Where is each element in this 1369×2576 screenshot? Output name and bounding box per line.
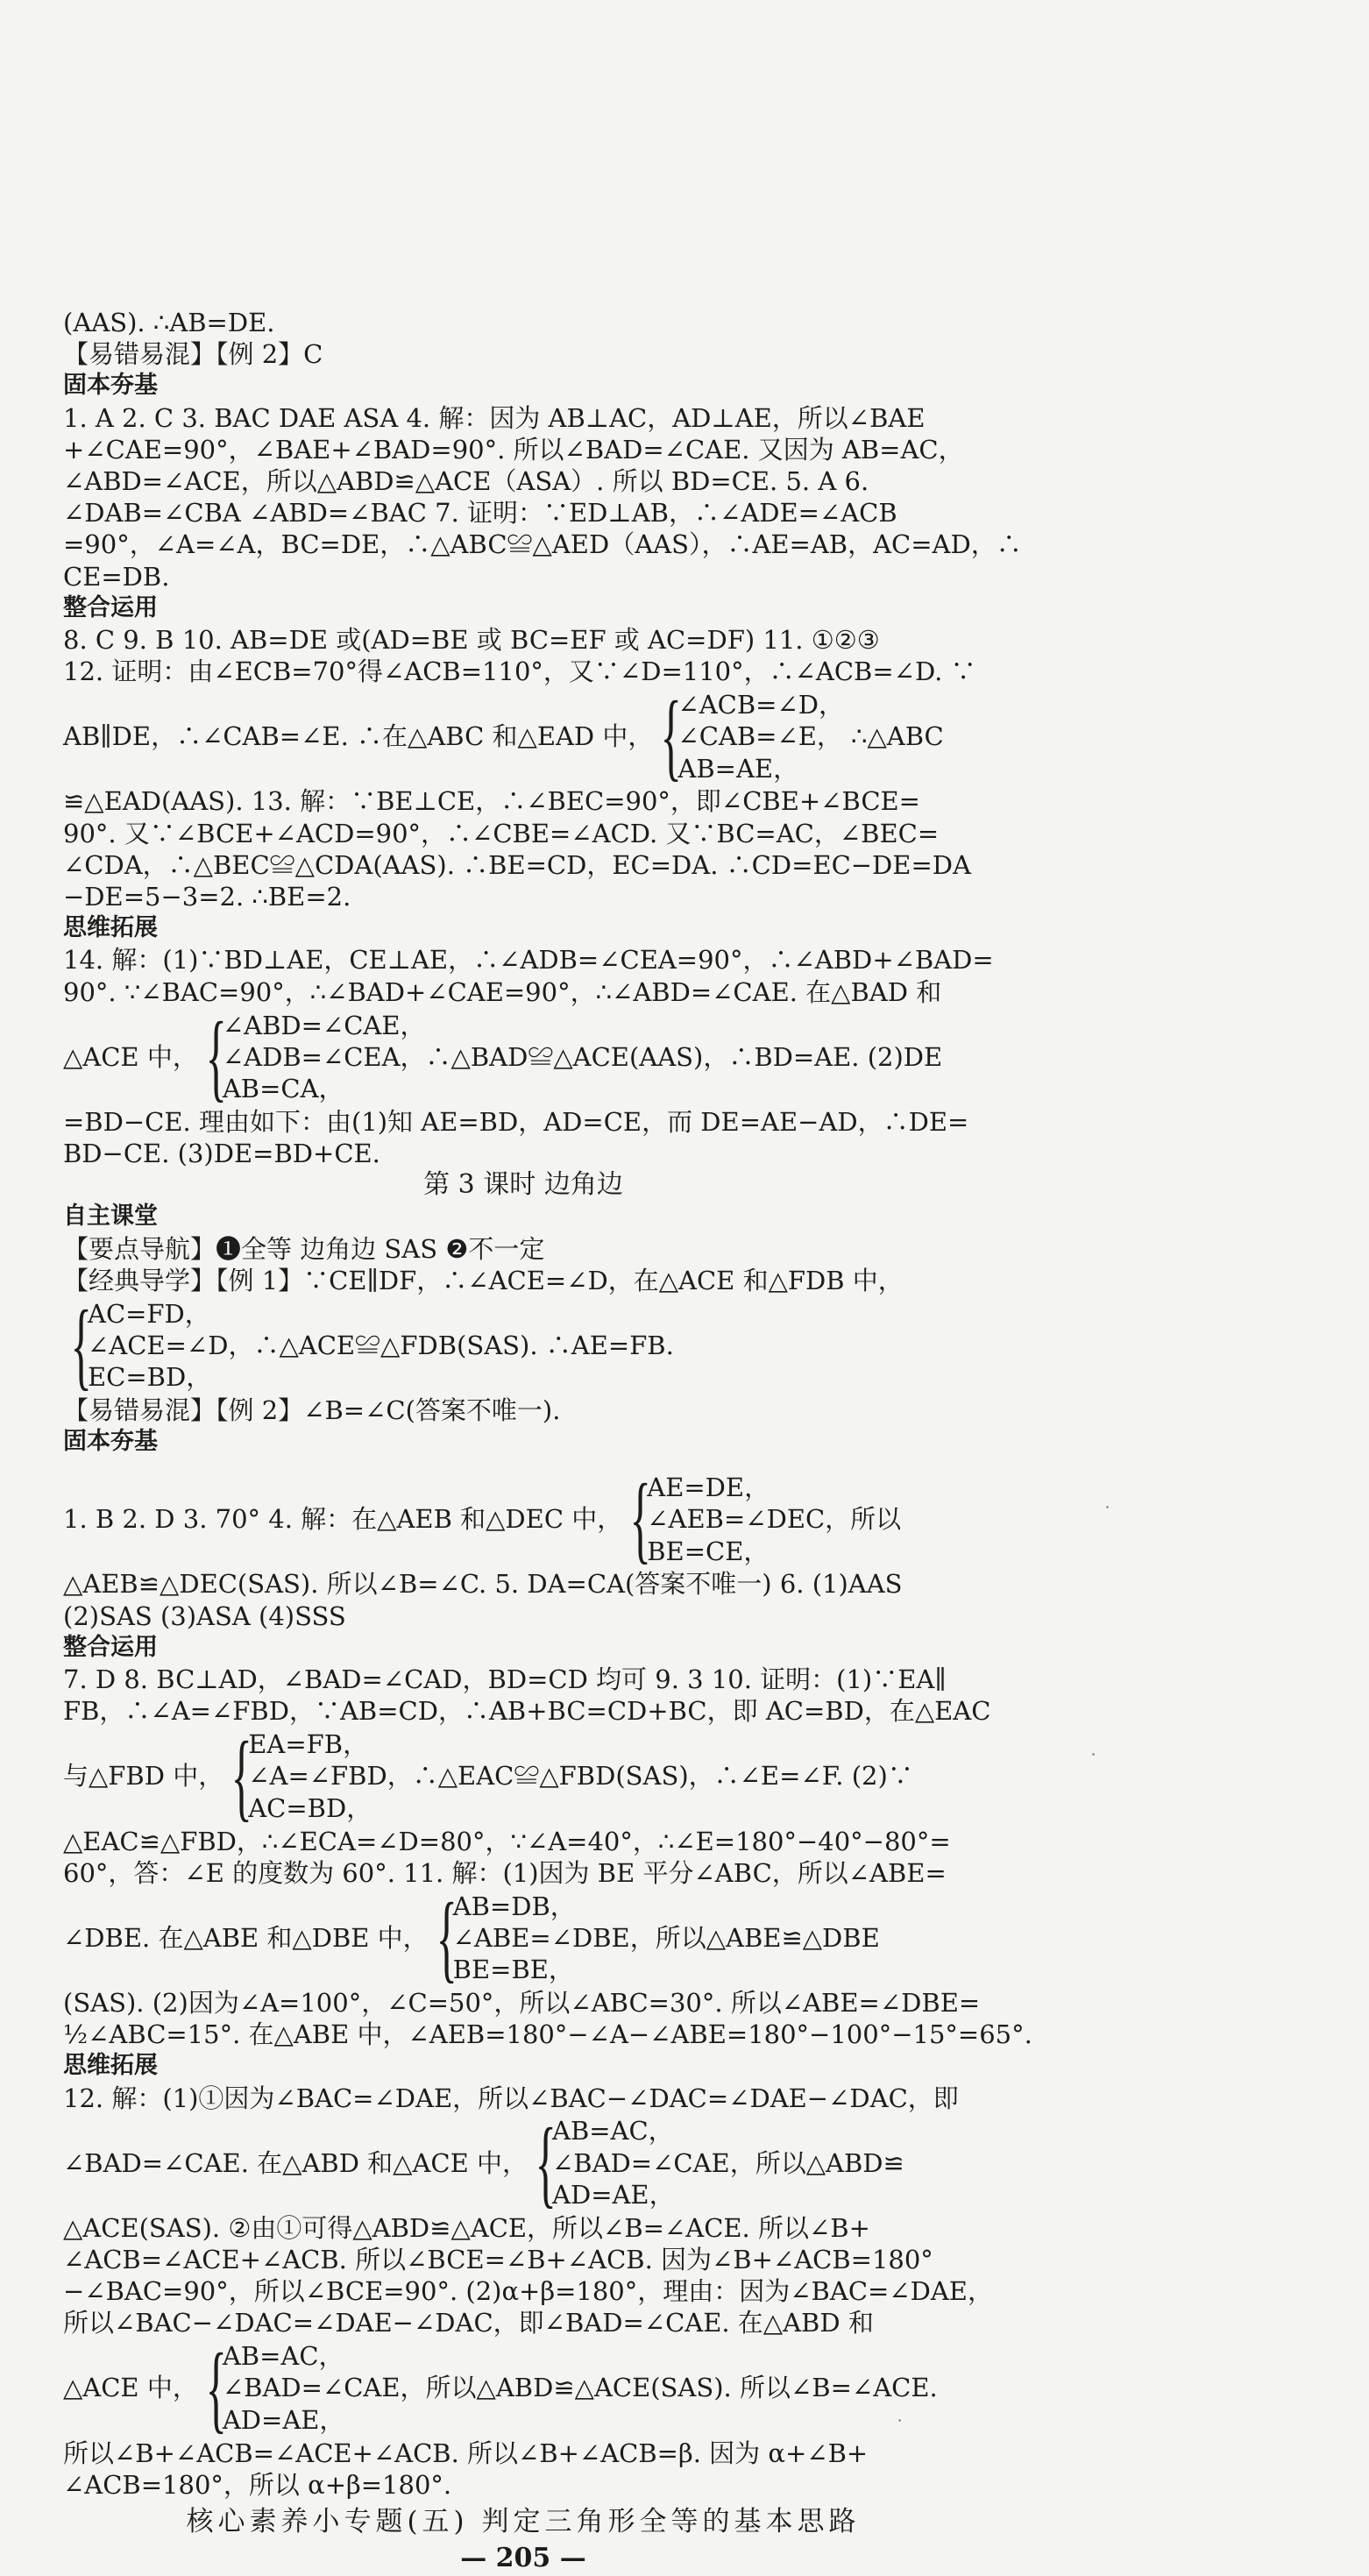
condition-line: AB=AC，	[222, 2341, 344, 2372]
text-line: ∠BAD=∠CAE. 在△ABD 和△ACE 中，	[63, 2147, 528, 2178]
condition-line: AE=DE，	[647, 1473, 770, 1503]
system-of-conditions	[63, 2333, 983, 2443]
condition-line: AD=AE，	[222, 2404, 345, 2435]
system-of-conditions	[63, 1002, 983, 1111]
system-of-conditions	[63, 1721, 983, 1831]
left-brace-icon: {	[231, 1721, 253, 1831]
left-brace-icon: {	[205, 2333, 227, 2443]
condition-line: ∠ACE=∠D，∴△ACE≌△FDB(SAS). ∴AE=FB.	[88, 1330, 674, 1360]
text-line: 90°. 又∵∠BCE+∠ACD=90°，∴∠CBE=∠ACD. 又∵BC=AC，∠BEC=	[63, 818, 940, 848]
text-line: ∠CDA，∴△BEC≌△CDA(AAS). ∴BE=CD，EC=DA. ∴CD=EC−DE=DA	[63, 849, 971, 880]
text-line: ≌△EAD(AAS). 13. 解：∵BE⊥CE，∴∠BEC=90°，即∠CBE+∠BCE=	[63, 786, 920, 817]
condition-line: ∠A=∠FBD，∴△EAC≌△FBD(SAS)，∴∠E=∠F. (2)∵	[248, 1761, 913, 1792]
text-line: 8. C 9. B 10. AB=DE 或(AD=BE 或 BC=EF 或 AC=DF) 11. ①②③	[63, 625, 880, 656]
section-heading: 思维拓展	[63, 914, 158, 942]
text-line: (AAS). ∴AB=DE.	[63, 308, 275, 337]
left-brace-icon: {	[535, 2108, 557, 2218]
text-line: +∠CAE=90°，∠BAE+∠BAD=90°. 所以∠BAD=∠CAE. 又因为 AB=AC，	[63, 434, 964, 465]
page-number: — 205 —	[460, 2543, 586, 2574]
text-line: 【易错易混】【例 2】∠B=∠C(答案不唯一).	[63, 1395, 561, 1426]
condition-line: BE=BE，	[452, 1955, 574, 1984]
left-brace-icon: {	[205, 1002, 227, 1111]
system-of-conditions	[63, 1883, 983, 1992]
text-line: 【经典导学】【例 1】∵CE∥DF，∴∠ACE=∠D，在△ACE 和△FDB 中，	[63, 1265, 904, 1295]
system-of-conditions	[63, 682, 983, 791]
text-line: ∠ACB=∠ACE+∠ACB. 所以∠BCE=∠B+∠ACB. 因为∠B+∠ACB=180°	[63, 2244, 933, 2274]
system-of-conditions	[63, 1465, 983, 1574]
text-line: 14. 解：(1)∵BD⊥AE，CE⊥AE，∴∠ADB=∠CEA=90°，∴∠ABD+∠BAD=	[63, 945, 994, 976]
text-line: =BD−CE. 理由如下：由(1)知 AE=BD，AD=CE，而 DE=AE−AD，∴DE=	[63, 1106, 969, 1137]
scan-speck	[1106, 1506, 1109, 1508]
scan-speck	[898, 2419, 901, 2422]
text-line: △AEB≌△DEC(SAS). 所以∠B=∠C. 5. DA=CA(答案不唯一) 6. (1)AAS	[63, 1569, 903, 1600]
condition-line: ∠CAB=∠E，	[677, 721, 842, 752]
text-line: (2)SAS (3)ASA (4)SSS	[63, 1600, 346, 1631]
text-line: −DE=5−3=2. ∴BE=2.	[63, 882, 351, 912]
text-line: BD−CE. (3)DE=BD+CE.	[63, 1139, 380, 1169]
text-line: (SAS). (2)因为∠A=100°，∠C=50°，所以∠ABC=30°. 所以∠ABE=∠DBE=	[63, 1987, 981, 2018]
text-line: ∠DAB=∠CBA ∠ABD=∠BAC 7. 证明：∵ED⊥AB，∴∠ADE=∠ACB	[63, 498, 897, 529]
text-line: △ACE(SAS). ②由①可得△ABD≌△ACE，所以∠B=∠ACE. 所以∠B+	[63, 2212, 870, 2243]
text-line: 1. A 2. C 3. BAC DAE ASA 4. 解：因为 AB⊥AC，AD⊥AE，所以∠BAE	[63, 402, 926, 433]
condition-line: AB=AE，	[677, 753, 799, 784]
section-heading: 整合运用	[63, 593, 158, 621]
text-line: =90°，∠A=∠A，BC=DE，∴△ABC≌△AED（AAS），∴AE=AB，AC=AD，∴	[63, 529, 1022, 560]
condition-line: BE=CE，	[647, 1536, 770, 1566]
condition-line: AD=AE，	[552, 2179, 675, 2210]
condition-line: EC=BD，	[88, 1362, 212, 1393]
condition-line: AB=DB，	[452, 1891, 576, 1921]
condition-line: AB=AC，	[552, 2116, 674, 2147]
left-brace-icon: {	[70, 1291, 92, 1401]
condition-line: ∠AEB=∠DEC，所以	[647, 1504, 902, 1535]
text-line: ∠ACB=180°，所以 α+β=180°.	[63, 2469, 452, 2500]
text-line: △ACE 中，	[63, 2373, 198, 2403]
text-line: 90°. ∵∠BAC=90°，∴∠BAD+∠CAE=90°，∴∠ABD=∠CAE. 在△BAD 和	[63, 976, 942, 1007]
topic-heading: 核心素养小专题(五) 判定三角形全等的基本思路	[186, 2505, 861, 2537]
section-heading: 固本夯基	[63, 1428, 158, 1456]
condition-line: AC=BD，	[248, 1792, 372, 1823]
section-heading: 自主课堂	[63, 1203, 158, 1231]
text-line: 60°，答：∠E 的度数为 60°. 11. 解：(1)因为 BE 平分∠ABC，所以∠ABE=	[63, 1857, 947, 1888]
text-line: ½∠ABC=15°. 在△ABE 中，∠AEB=180°−∠A−∠ABE=180°−100°−15°=65°.	[63, 2019, 1032, 2050]
text-line: 12. 解：(1)①因为∠BAC=∠DAE，所以∠BAC−∠DAC=∠DAE−∠DAC，即	[63, 2083, 959, 2113]
left-brace-icon: {	[436, 1883, 458, 1992]
condition-line: AC=FD，	[88, 1298, 210, 1329]
text-line: CE=DB.	[63, 561, 170, 592]
section-heading: 固本夯基	[63, 372, 158, 400]
text-line: ∠ABD=∠ACE，所以△ABD≌△ACE（ASA）. 所以 BD=CE. 5. A 6.	[63, 466, 869, 497]
text-line: ∴△ABC	[851, 721, 944, 752]
text-line: 1. B 2. D 3. 70° 4. 解：在△AEB 和△DEC 中，	[63, 1504, 623, 1535]
scan-speck	[1092, 1753, 1095, 1756]
text-line: △EAC≌△FBD，∴∠ECA=∠D=80°，∵∠A=40°，∴∠E=180°−40°−80°=	[63, 1826, 951, 1856]
text-line: 12. 证明：由∠ECB=70°得∠ACB=110°，又∵∠D=110°，∴∠ACB=∠D. ∵	[63, 656, 976, 687]
text-line: 【易错易混】【例 2】C	[63, 339, 323, 370]
left-brace-icon: {	[629, 1465, 652, 1574]
system-of-conditions	[63, 2108, 983, 2218]
text-line: 与△FBD 中，	[63, 1761, 224, 1792]
condition-line: ∠ABD=∠CAE，	[222, 1010, 426, 1040]
condition-line: ∠BAD=∠CAE，所以△ABD≌△ACE(SAS). 所以∠B=∠ACE.	[222, 2373, 938, 2403]
text-line: 【要点导航】❶全等 边角边 SAS ❷不一定	[63, 1233, 545, 1264]
text-line: 所以∠BAC−∠DAC=∠DAE−∠DAC，即∠BAD=∠CAE. 在△ABD 和	[63, 2308, 874, 2338]
condition-line: ∠ADB=∠CEA，∴△BAD≌△ACE(AAS)，∴BD=AE. (2)DE	[222, 1041, 943, 1072]
text-line: −∠BAC=90°，所以∠BCE=90°. (2)α+β=180°，理由：因为∠BAC=∠DAE，	[63, 2276, 993, 2307]
left-brace-icon: {	[661, 682, 683, 791]
condition-line: AB=CA，	[222, 1073, 344, 1103]
text-line: 所以∠B+∠ACB=∠ACE+∠ACB. 所以∠B+∠ACB=β. 因为 α+∠B+	[63, 2438, 869, 2468]
answer-column	[63, 307, 1032, 2574]
condition-line: ∠ABE=∠DBE，所以△ABE≌△DBE	[452, 1922, 880, 1953]
condition-line: ∠BAD=∠CAE，所以△ABD≌	[552, 2147, 904, 2178]
text-line: ∠DBE. 在△ABE 和△DBE 中，	[63, 1922, 429, 1953]
text-line: FB，∴∠A=∠FBD，∵AB=CD，∴AB+BC=CD+BC，即 AC=BD，在△EAC	[63, 1696, 991, 1727]
text-line: 7. D 8. BC⊥AD，∠BAD=∠CAD，BD=CD 均可 9. 3 10. 证明：(1)∵EA∥	[63, 1664, 947, 1695]
text-line: △ACE 中，	[63, 1041, 198, 1072]
section-heading: 整合运用	[63, 1633, 158, 1661]
condition-line: ∠ACB=∠D，	[677, 690, 844, 720]
text-line: AB∥DE，∴∠CAB=∠E. ∴在△ABC 和△EAD 中，	[63, 721, 654, 752]
system-of-conditions	[63, 1291, 983, 1401]
section-heading: 思维拓展	[63, 2052, 158, 2080]
lesson-title: 第 3 课时 边角边	[423, 1169, 623, 1201]
condition-line: EA=FB，	[248, 1729, 369, 1760]
